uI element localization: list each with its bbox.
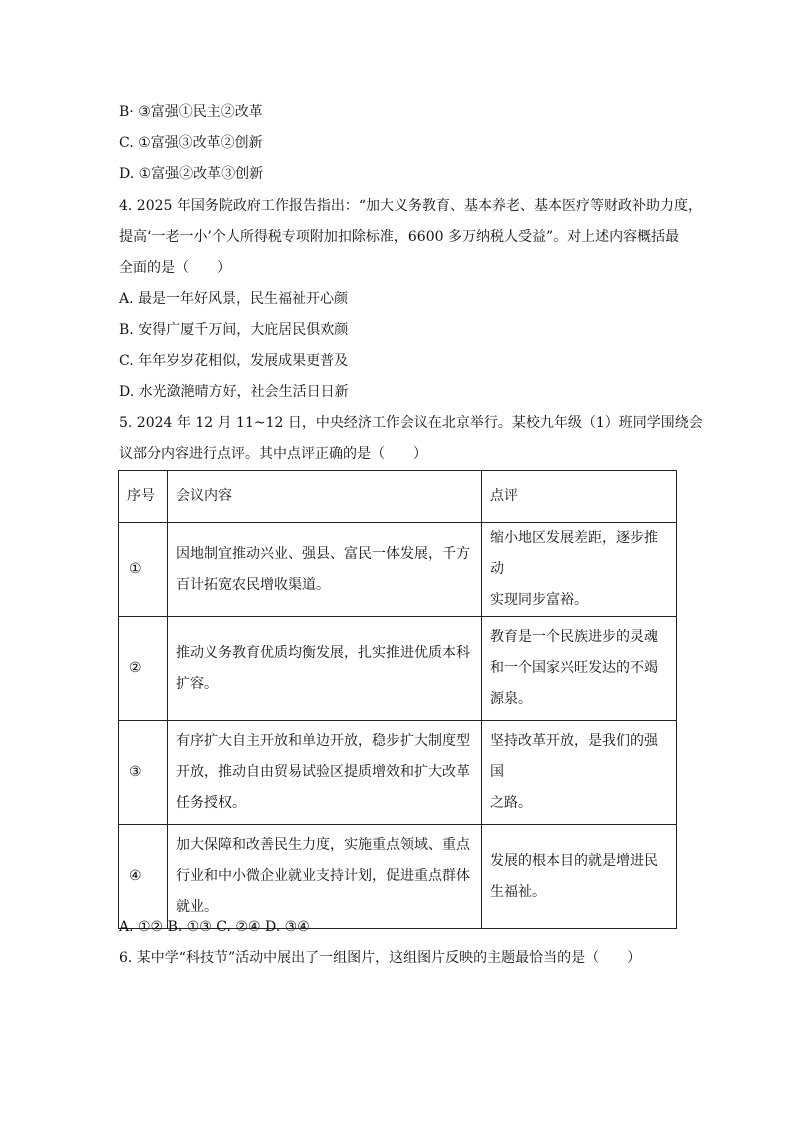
row-content: 加大保障和改善民生力度，实施重点领域、重点 行业和中小微企业就业支持计划，促进重点群体 就业。	[168, 825, 482, 929]
q4-option-c: C. 年年岁岁花相似，发展成果更普及	[119, 353, 349, 369]
q3-option-c: C. ①富强③改革②创新	[119, 135, 263, 151]
q4-stem-line-3: 全面的是（ ）	[119, 260, 231, 276]
header-comment: 点评	[482, 471, 677, 523]
table-row	[119, 617, 677, 721]
q5-stem-line-1: 5. 2024 年 12 月 11~12 日，中央经济工作会议在北京举行。某校九年级（1）班同学围绕会	[119, 415, 703, 431]
q3-option-d: D. ①富强②改革③创新	[119, 166, 264, 182]
row-content: 推动义务教育优质均衡发展，扎实推进优质本科 扩容。	[168, 617, 482, 721]
table-row	[119, 721, 677, 825]
table-row	[119, 825, 677, 929]
q4-option-a: A. 最是一年好风景，民生福祉开心颜	[119, 291, 349, 307]
q4-stem-line-1: 4. 2025 年国务院政府工作报告指出：“加大义务教育、基本养老、基本医疗等财政补助力度，	[119, 198, 703, 214]
row-content: 因地制宜推动兴业、强县、富民一体发展，千方 百计拓宽农民增收渠道。	[168, 523, 482, 617]
q5-stem-line-2: 议部分内容进行点评。其中点评正确的是（ ）	[119, 446, 427, 462]
table-header-row	[119, 471, 677, 523]
row-number: ①	[119, 523, 168, 617]
q4-stem-line-2: 提高‘一老一小’个人所得税专项附加扣除标准，6600 多万纳税人受益”。对上述内容概括最	[119, 229, 680, 245]
row-comment: 发展的根本目的就是增进民 生福祉。	[482, 825, 677, 929]
row-comment: 缩小地区发展差距，逐步推动 实现同步富裕。	[482, 523, 677, 617]
q6-stem-line-1: 6. 某中学“科技节”活动中展出了一组图片，这组图片反映的主题最恰当的是（ ）	[119, 950, 642, 966]
header-number: 序号	[119, 471, 168, 523]
row-number: ③	[119, 721, 168, 825]
row-content: 有序扩大自主开放和单边开放，稳步扩大制度型 开放，推动自由贸易试验区提质增效和扩大改革 任务授权。	[168, 721, 482, 825]
q5-table	[118, 470, 677, 929]
row-comment: 坚持改革开放，是我们的强国 之路。	[482, 721, 677, 825]
q4-option-b: B. 安得广厦千万间，大庇居民俱欢颜	[119, 322, 349, 338]
header-content: 会议内容	[168, 471, 482, 523]
row-number: ②	[119, 617, 168, 721]
row-comment: 教育是一个民族进步的灵魂 和一个国家兴旺发达的不竭 源泉。	[482, 617, 677, 721]
table-row	[119, 523, 677, 617]
q4-option-d: D. 水光潋滟晴方好，社会生活日日新	[119, 384, 349, 400]
q5-options: A. ①② B. ①③ C. ②④ D. ③④	[119, 919, 310, 935]
row-number: ④	[119, 825, 168, 929]
q3-option-b: B· ③富强①民主②改革	[119, 104, 263, 120]
